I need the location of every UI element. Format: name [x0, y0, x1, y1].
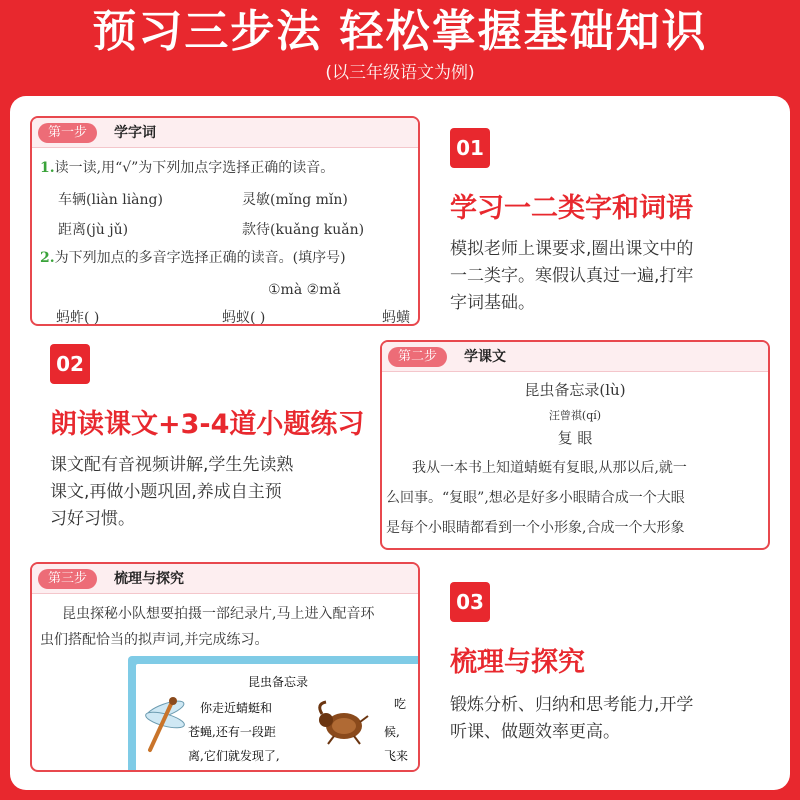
worksheet-title: 昆虫备忘录 — [247, 675, 308, 689]
step1-body — [32, 148, 418, 324]
section1-desc-line: 一二类字。寒假认真过一遍,打牢 — [450, 266, 694, 286]
question-1-number: 1. — [40, 160, 55, 176]
pinyin-item: 灵敏(mǐng mǐn) — [242, 192, 348, 208]
section2-heading: 朗读课文+3-4道小题练习 — [50, 409, 365, 440]
question-1 — [40, 158, 334, 178]
section2-desc-line: 课文配有音视频讲解,学生先读熟 — [50, 455, 294, 475]
lesson-title: 昆虫备忘录(lù) — [524, 381, 626, 399]
worksheet-line: 候, — [384, 725, 400, 739]
question-2-text: 为下列加点的多音字选择正确的读音。(填序号) — [54, 250, 346, 266]
page-title: 预习三步法 轻松掌握基础知识 — [92, 6, 708, 57]
step1-card — [30, 116, 420, 326]
worksheet-paper — [136, 664, 420, 772]
step1-name: 学字词 — [114, 125, 156, 141]
header — [0, 0, 800, 96]
worksheet-line: 你走近蜻蜓和 — [200, 701, 273, 715]
pinyin-item: 款待(kuǎng kuǎn) — [242, 222, 365, 238]
lesson-subheading: 复 眼 — [557, 429, 593, 447]
pinyin-item: 距离(jù jǔ) — [58, 222, 129, 238]
step2-header — [382, 342, 768, 372]
worksheet-line: 离,它们就发现了, — [188, 749, 280, 763]
partial-item: 蚂蚁( ) — [222, 310, 266, 326]
worksheet-line: 吃 — [394, 697, 407, 711]
section1-heading: 学习一二类字和词语 — [450, 193, 693, 224]
step3-tag: 第三步 — [38, 569, 97, 589]
step1-tag: 第一步 — [38, 123, 97, 143]
question-1-text: 读一读,用“√”为下列加点字选择正确的读音。 — [54, 160, 335, 176]
question-2 — [40, 248, 346, 268]
worksheet-frame — [128, 656, 420, 772]
section3-heading: 梳理与探究 — [450, 647, 585, 678]
step2-tag: 第二步 — [388, 347, 447, 367]
step3-name: 梳理与探究 — [114, 571, 184, 587]
dragonfly-icon — [140, 694, 190, 754]
section1-desc-line: 字词基础。 — [450, 293, 535, 313]
page-subtitle: (以三年级语文为例) — [325, 63, 475, 83]
section3-desc-line: 锻炼分析、归纳和思考能力,开学 — [450, 695, 694, 715]
step2-card — [380, 340, 770, 550]
step3-header — [32, 564, 418, 594]
lesson-line: 么回事。“复眼”,想必是好多小眼睛合成一个大眼 — [386, 490, 685, 506]
section1-description — [450, 236, 693, 317]
section2-number: 02 — [50, 344, 90, 384]
partial-item: 蚂蚱( ) — [56, 310, 100, 326]
beetle-icon — [314, 700, 370, 746]
section3-number: 03 — [450, 582, 490, 622]
step1-header — [32, 118, 418, 148]
section3-desc-line: 听课、做题效率更高。 — [450, 722, 620, 742]
worksheet-line: 苍蝇,还有一段距 — [188, 725, 276, 739]
step3-intro-line: 虫们搭配恰当的拟声词,并完成练习。 — [40, 632, 269, 648]
section1-desc-line: 模拟老师上课要求,圈出课文中的 — [450, 239, 694, 259]
section2-desc-line: 习好习惯。 — [50, 509, 135, 529]
question-2-number: 2. — [40, 250, 55, 266]
lesson-line: 我从一本书上知道蜻蜓有复眼,从那以后,就一 — [412, 460, 687, 476]
partial-item: 蚂蟥 — [382, 310, 410, 326]
step2-name: 学课文 — [464, 349, 506, 365]
pinyin-item: 车辆(liàn liàng) — [58, 192, 163, 208]
lesson-line: 是每个小眼睛都看到一个小形象,合成一个大形象 — [386, 520, 685, 536]
step3-intro-line: 昆虫探秘小队想要拍摄一部纪录片,马上进入配音环 — [62, 606, 375, 622]
step3-card — [30, 562, 420, 772]
step2-body — [382, 372, 768, 548]
worksheet-line: 飞来 — [384, 749, 409, 763]
section2-desc-line: 课文,再做小题巩固,养成自主预 — [50, 482, 282, 502]
section2-description — [50, 452, 293, 533]
section1-number: 01 — [450, 128, 490, 168]
section3-description — [450, 692, 693, 746]
reading-options: ①mà ②mǎ — [268, 282, 341, 298]
lesson-author: 汪曾祺(qí) — [548, 409, 602, 422]
content-panel — [10, 96, 790, 790]
